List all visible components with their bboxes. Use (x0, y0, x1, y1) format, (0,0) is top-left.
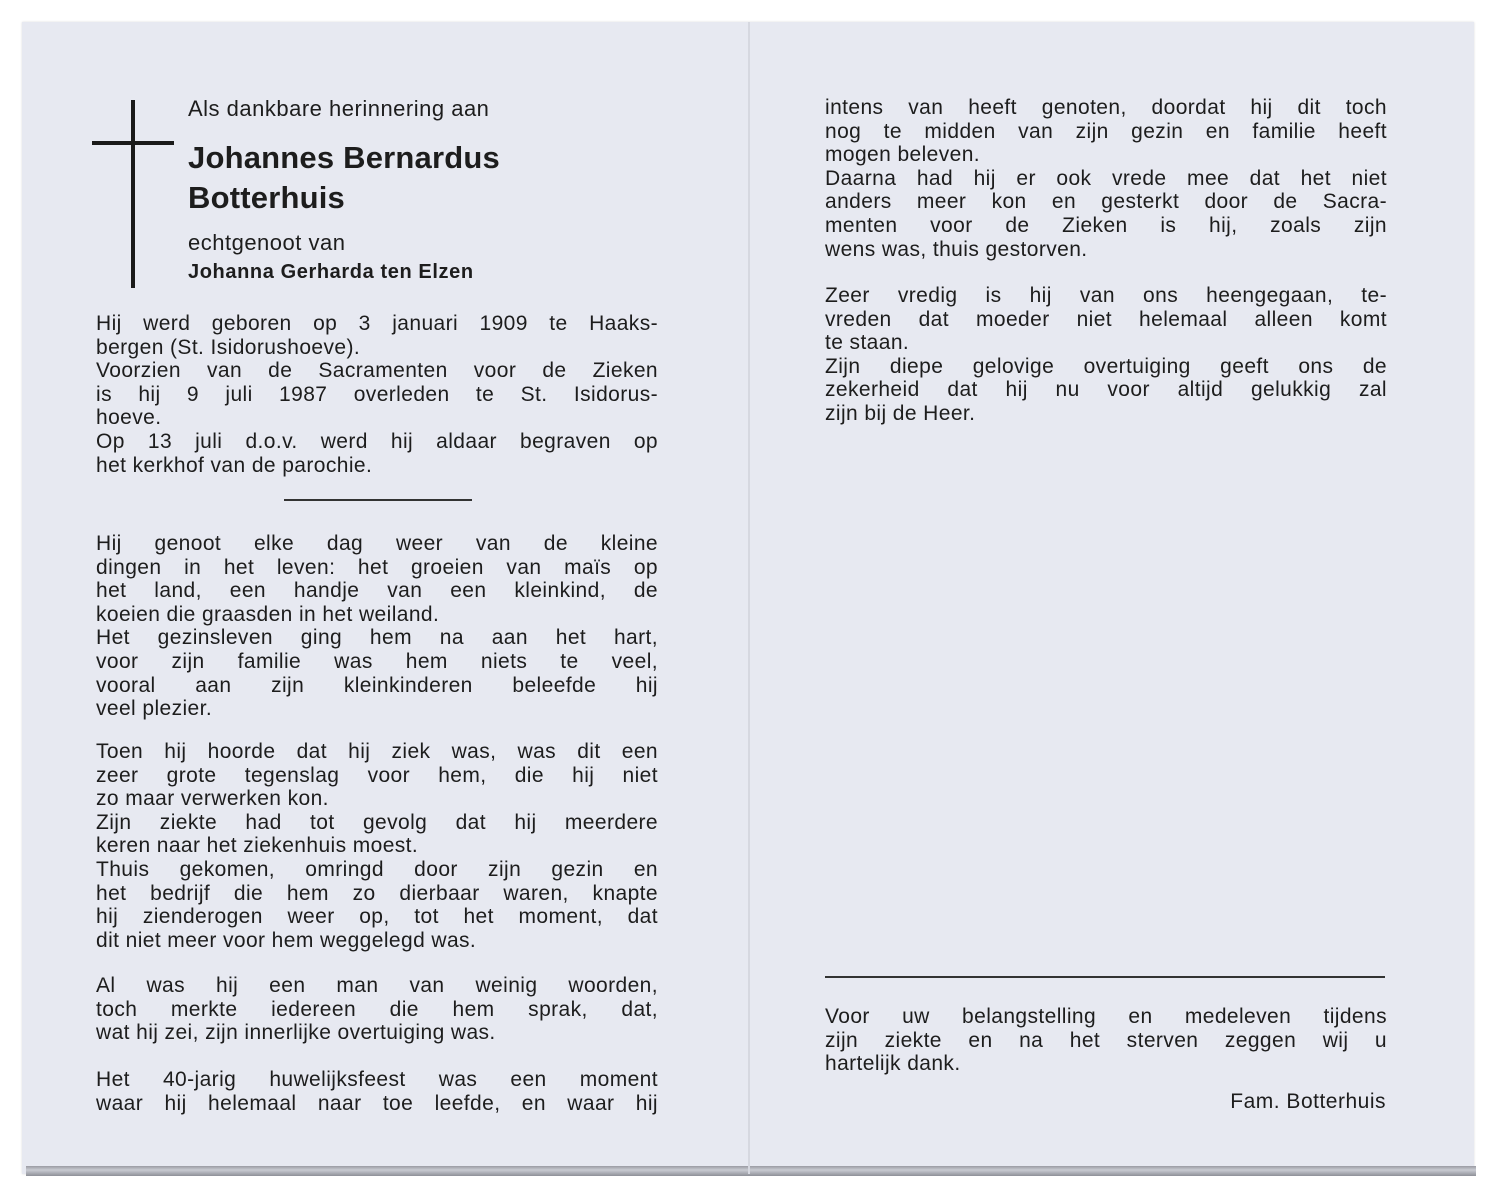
text-line: Voor uw belangstelling en medeleven tijdens (825, 1005, 1387, 1028)
text-line: het land, een handje van een kleinkind, de (96, 579, 658, 603)
left-paragraph-2 (96, 532, 658, 721)
spouse-name: Johanna Gerharda ten Elzen (188, 261, 474, 283)
text-line: vooral aan zijn kleinkinderen beleefde hij (96, 673, 658, 697)
text-line: dingen in het leven: het groeien van maïs op (96, 555, 658, 579)
text-line: het kerkhof van de parochie. (96, 453, 373, 477)
text-line: bergen (St. Isidorushoeve). (96, 335, 361, 359)
text-line: Thuis gekomen, omringd door zijn gezin en (96, 857, 658, 881)
text-line: het bedrijf die hem zo dierbaar waren, knapte (96, 881, 658, 905)
right-paragraph-1 (825, 96, 1387, 261)
text-line: zijn bij de Heer. (825, 401, 976, 425)
text-line: zekerheid dat hij nu voor altijd gelukkig zal (825, 378, 1387, 402)
text-line: is hij 9 juli 1987 overleden te St. Isidorus- (96, 382, 658, 406)
deceased-name-line1: Johannes Bernardus (188, 140, 500, 175)
family-signature: Fam. Botterhuis (1230, 1090, 1386, 1113)
left-paragraph-1 (96, 312, 658, 477)
cross-icon (131, 100, 135, 288)
text-line: vreden dat moeder niet helemaal alleen komt (825, 307, 1387, 331)
text-line: zijn ziekte en na het sterven zeggen wij u (825, 1028, 1387, 1052)
right-paragraph-2 (825, 284, 1387, 426)
thanks-divider (825, 976, 1385, 978)
text-line: Zijn diepe gelovige overtuiging geeft ons de (825, 354, 1387, 378)
text-line: Toen hij hoorde dat hij ziek was, was dit een (96, 740, 658, 763)
text-line: Voorzien van de Sacramenten voor de Zieken (96, 359, 658, 383)
text-line: hartelijk dank. (825, 1052, 961, 1076)
text-line: menten voor de Zieken is hij, zoals zijn (825, 213, 1387, 237)
text-line: Hij genoot elke dag weer van de kleine (96, 532, 658, 555)
text-line: nog te midden van zijn gezin en familie heeft (825, 119, 1387, 143)
card-fold (748, 22, 750, 1174)
deceased-name (188, 138, 500, 218)
text-line: wens was, thuis gestorven. (825, 237, 1088, 261)
text-line: Zijn ziekte had tot gevolg dat hij meerdere (96, 810, 658, 834)
text-line: Op 13 juli d.o.v. werd hij aldaar begraven op (96, 429, 658, 453)
text-line: voor zijn familie was hem niets te veel, (96, 649, 658, 673)
text-line: wat hij zei, zijn innerlijke overtuiging was. (96, 1021, 496, 1045)
thanks-paragraph (825, 1005, 1387, 1076)
text-line: te staan. (825, 331, 910, 355)
left-paragraph-4 (96, 974, 658, 1045)
text-line: waar hij helemaal naar toe leefde, en waar hij (96, 1091, 658, 1115)
section-divider (284, 499, 472, 501)
text-line: Al was hij een man van weinig woorden, (96, 974, 658, 997)
text-line: intens van heeft genoten, doordat hij dit toch (825, 96, 1387, 119)
text-line: hij zienderogen weer op, tot het moment, dat (96, 905, 658, 929)
intro-text: Als dankbare herinnering aan (188, 96, 490, 121)
card-bottom-edge (26, 1166, 1476, 1176)
text-line: veel plezier. (96, 697, 213, 721)
cross-icon-bar (92, 141, 174, 145)
text-line: mogen beleven. (825, 143, 981, 167)
spouse-label: echtgenoot van (188, 230, 346, 255)
text-line: Het 40-jarig huwelijksfeest was een moment (96, 1068, 658, 1091)
text-line: hoeve. (96, 406, 162, 430)
text-line: Hij werd geboren op 3 januari 1909 te Haaks- (96, 312, 658, 335)
text-line: Daarna had hij er ook vrede mee dat het niet (825, 166, 1387, 190)
text-line: toch merkte iedereen die hem sprak, dat, (96, 997, 658, 1021)
text-line: dit niet meer voor hem weggelegd was. (96, 928, 477, 952)
left-paragraph-3 (96, 740, 658, 952)
left-paragraph-5 (96, 1068, 658, 1115)
text-line: Het gezinsleven ging hem na aan het hart, (96, 626, 658, 650)
text-line: Zeer vredig is hij van ons heengegaan, te- (825, 284, 1387, 307)
text-line: keren naar het ziekenhuis moest. (96, 834, 419, 858)
text-line: zo maar verwerken kon. (96, 787, 329, 811)
deceased-name-line2: Botterhuis (188, 180, 345, 215)
left-paragraph-1-fulltext (0, 0, 1, 1)
text-line: koeien die graasden in het weiland. (96, 602, 440, 626)
text-line: zeer grote tegenslag voor hem, die hij niet (96, 763, 658, 787)
text-line: anders meer kon en gesterkt door de Sacra- (825, 190, 1387, 214)
